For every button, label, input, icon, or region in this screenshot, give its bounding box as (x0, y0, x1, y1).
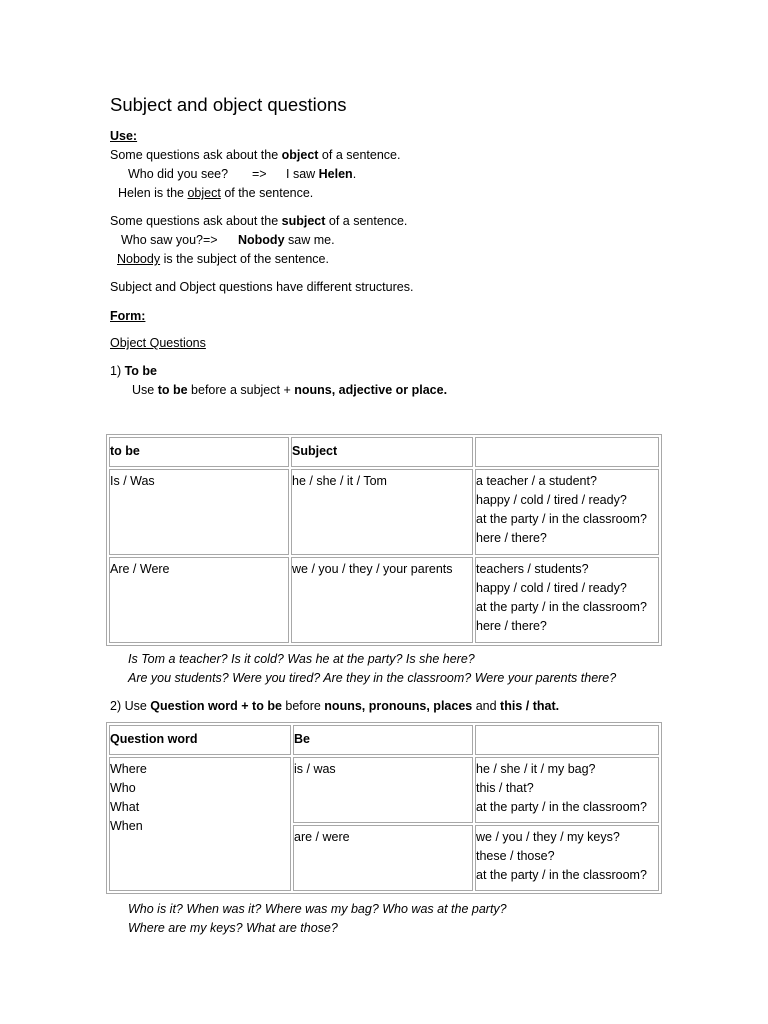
rule-1-description (132, 382, 447, 398)
cell-line: at the party / in the classroom? (476, 868, 647, 882)
table-header-cell (475, 725, 659, 755)
cell-line: happy / cold / tired / ready? (476, 581, 627, 595)
use-paragraph-structures: Subject and Object questions have different structures. (110, 280, 414, 294)
cell-line: he / she / it / my bag? (476, 762, 596, 776)
table-cell (475, 469, 659, 555)
rule-1-heading (110, 363, 157, 379)
table-cell: he / she / it / Tom (291, 469, 473, 555)
cell-line: happy / cold / tired / ready? (476, 493, 627, 507)
bold-term: nouns, adjective or place. (294, 383, 448, 397)
page-title: Subject and object questions (110, 94, 347, 115)
text: Some questions ask about the (110, 148, 282, 162)
table-cell: we / you / they / your parents (291, 557, 473, 643)
use-paragraph-object (110, 147, 400, 163)
cell-line: When (110, 819, 143, 833)
cell-line: teachers / students? (476, 562, 589, 576)
question-word-table (106, 722, 662, 894)
cell-line: this / that? (476, 781, 534, 795)
bold-term: Helen (318, 167, 353, 181)
to-be-table (106, 434, 662, 646)
text: Helen is the (118, 186, 188, 200)
table-cell (475, 757, 659, 823)
example-note-1 (118, 185, 313, 201)
underlined-term: Nobody (117, 252, 161, 266)
object-questions-heading: Object Questions (110, 336, 206, 350)
text: Use (132, 383, 158, 397)
text: 1) (110, 364, 125, 378)
cell-line: a teacher / a student? (476, 474, 597, 488)
rule-2-description (110, 698, 559, 714)
question-words-cell (109, 757, 291, 891)
table-row (109, 557, 659, 643)
text: . (352, 167, 357, 181)
text: of a sentence. (318, 148, 401, 162)
text: Some questions ask about the (110, 214, 282, 228)
example-answer-2 (238, 232, 335, 248)
bold-term: this / that. (500, 699, 560, 713)
cell-line: at the party / in the classroom? (476, 512, 647, 526)
text: before (281, 699, 325, 713)
table-cell: Are / Were (109, 557, 289, 643)
example-note-2 (117, 251, 329, 267)
cell-line: What (110, 800, 140, 814)
cell-line: here / there? (476, 531, 547, 545)
use-paragraph-subject (110, 213, 407, 229)
bold-term: Nobody (238, 233, 285, 247)
cell-line: we / you / they / my keys? (476, 830, 620, 844)
table-header-cell: Question word (109, 725, 291, 755)
table-cell: Is / Was (109, 469, 289, 555)
table-row (109, 469, 659, 555)
cell-line: these / those? (476, 849, 555, 863)
table-header-row (109, 725, 659, 755)
table-header-cell: Be (293, 725, 473, 755)
underlined-term: object (187, 186, 221, 200)
cell-line: at the party / in the classroom? (476, 600, 647, 614)
cell-line: Where (110, 762, 147, 776)
bold-term: To be (124, 364, 157, 378)
example-sentences-line: Who is it? When was it? Where was my bag? Who was at the party? (128, 902, 507, 916)
bold-term: object (281, 148, 319, 162)
table-cell: is / was (293, 757, 473, 823)
use-heading: Use: (110, 129, 138, 143)
text: is the subject of the sentence. (160, 252, 329, 266)
table-cell (475, 557, 659, 643)
cell-line: Who (110, 781, 136, 795)
bold-term: subject (281, 214, 326, 228)
text: and (472, 699, 501, 713)
example-sentences-line: Is Tom a teacher? Is it cold? Was he at the party? Is she here? (128, 652, 475, 666)
table-row (109, 757, 659, 823)
text: of the sentence. (220, 186, 314, 200)
text: saw me. (284, 233, 335, 247)
example-sentences-line: Where are my keys? What are those? (128, 921, 338, 935)
table-header-cell (475, 437, 659, 467)
example-question-2: Who saw you?=> (121, 233, 218, 247)
example-answer-1 (286, 166, 356, 182)
table-header-cell: to be (109, 437, 289, 467)
table-header-row (109, 437, 659, 467)
table-header-cell: Subject (291, 437, 473, 467)
example-question-1: Who did you see? (128, 167, 229, 181)
bold-term: nouns, pronouns, places (324, 699, 473, 713)
text: I saw (286, 167, 319, 181)
form-heading: Form: (110, 309, 146, 323)
cell-line: at the party / in the classroom? (476, 800, 647, 814)
table-cell: are / were (293, 825, 473, 891)
bold-term: Question word + to be (150, 699, 282, 713)
arrow: => (252, 167, 267, 181)
bold-term: to be (157, 383, 188, 397)
table-cell (475, 825, 659, 891)
example-sentences-line: Are you students? Were you tired? Are they in the classroom? Were your parents there? (128, 671, 617, 685)
cell-line: here / there? (476, 619, 547, 633)
text: of a sentence. (325, 214, 408, 228)
text: 2) Use (110, 699, 151, 713)
text: before a subject + (187, 383, 295, 397)
